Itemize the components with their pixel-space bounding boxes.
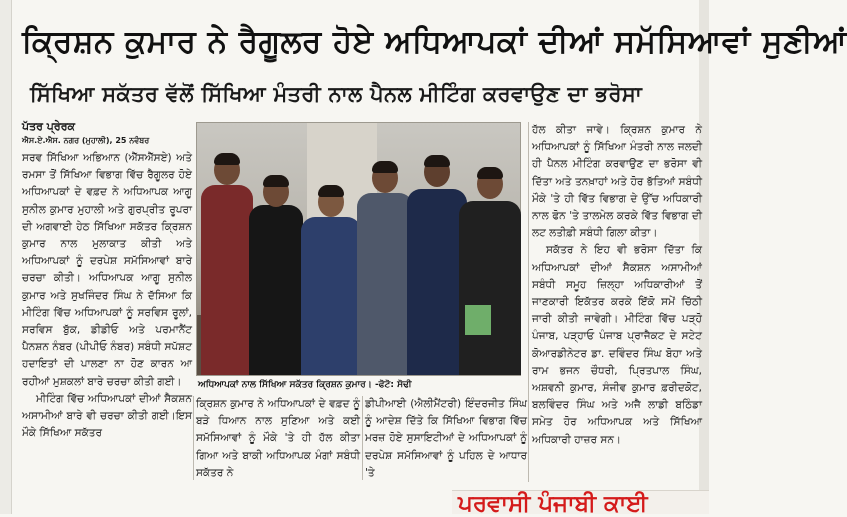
column-divider xyxy=(193,396,194,480)
article-paragraph: ਡੀਪੀਆਈ (ਐਲੀਮੈਂਟਰੀ) ਇੰਦਰਜੀਤ ਸਿੰਘ ਨੂੰ ਆਦੇਸ਼ ਦਿੱਤੇ ਕਿ ਸਿੱਖਿਆ ਵਿਭਾਗ ਵਿੱਚ ਮਰਜ਼ ਹੋਏ ਸੁਸਾਇਟੀਆਂ ਦੇ ਅਧਿਆਪਕਾਂ ਨੂੰ ਦਰਪੇਸ਼ ਸਮੱਸਿਆਵਾਂ ਨੂੰ ਪਹਿਲ ਦੇ ਆਧਾਰ 'ਤੇ xyxy=(365,398,527,479)
page-left-edge xyxy=(0,0,12,514)
article-column-bottom-1 xyxy=(196,396,360,482)
article-subheadline: ਸਿੱਖਿਆ ਸਕੱਤਰ ਵੱਲੋਂ ਸਿੱਖਿਆ ਮੰਤਰੀ ਨਾਲ ਪੈਨਲ ਮੀਟਿੰਗ ਕਰਵਾਉਣ ਦਾ ਭਰੋਸਾ xyxy=(30,82,643,106)
news-photo xyxy=(196,122,521,376)
article-column-bottom-2 xyxy=(365,396,527,482)
photo-person xyxy=(407,143,467,375)
article-dateline: ਐਸ.ਏ.ਐਸ. ਨਗਰ (ਮੁਹਾਲੀ), 25 ਨਵੰਬਰ xyxy=(22,136,150,145)
article-byline: ਪੱਤਰ ਪ੍ਰੇਰਕ xyxy=(22,120,76,133)
column-divider xyxy=(362,396,363,480)
section-banner-title: ਪਰਵਾਸੀ ਪੰਜਾਬੀ ਕਾਈ xyxy=(458,491,648,517)
article-paragraph: ਹੱਲ ਕੀਤਾ ਜਾਵੇ। ਕ੍ਰਿਸ਼ਨ ਕੁਮਾਰ ਨੇ ਅਧਿਆਪਕਾਂ ਨੂੰ ਸਿੱਖਿਆ ਮੰਤਰੀ ਨਾਲ ਜਲਦੀ ਹੀ ਪੈਨਲ ਮੀਟਿੰਗ ਕਰਵਾਉਣ ਦਾ ਭਰੋਸਾ ਵੀ ਦਿੱਤਾ ਅਤੇ ਤਨਖ਼ਾਹਾਂ ਅਤੇ ਹੋਰ ਭੱਤਿਆਂ ਸਬੰਧੀ ਮੌਕੇ 'ਤੇ ਹੀ ਵਿੱਤ ਵਿਭਾਗ ਦੇ ਉੱਚ ਅਧਿਕਾਰੀ ਨਾਲ ਫੋਨ 'ਤੇ ਤਾਲਮੇਲ ਕਰਕੇ ਵਿੱਤ ਵਿਭਾਗ ਦੀ ਲਟ ਲਤੀਫ਼ੀ ਸਬੰਧੀ ਗਿਲਾ ਕੀਤਾ। xyxy=(532,124,702,240)
photo-person xyxy=(301,175,361,375)
article-paragraph: ਸਕੱਤਰ ਨੇ ਇਹ ਵੀ ਭਰੋਸਾ ਦਿੱਤਾ ਕਿ ਅਧਿਆਪਕਾਂ ਦੀਆਂ ਸੈਕਸ਼ਨ ਅਸਾਮੀਆਂ ਸਬੰਧੀ ਸਮੂਹ ਜ਼ਿਲ੍ਹਾ ਅਧਿਕਾਰੀਆਂ ਤੋਂ ਜਾਣਕਾਰੀ ਇਕੱਤਰ ਕਰਕੇ ਇੱਕੋ ਸਮੇਂ ਚਿੱਠੀ ਜਾਰੀ ਕੀਤੀ ਜਾਵੇਗੀ। ਮੀਟਿੰਗ ਵਿੱਚ ਪੜ੍ਹੋ ਪੰਜਾਬ, ਪੜ੍ਹਾਓ ਪੰਜਾਬ ਪ੍ਰਾਜੈਕਟ ਦੇ ਸਟੇਟ ਕੋਆਰਡੀਨੇਟਰ ਡਾ. ਦਵਿੰਦਰ ਸਿੰਘ ਬੋਹਾ ਅਤੇ ਰਾਮ ਭਜਨ ਚੌਧਰੀ, ਪ੍ਰਿਤਪਾਲ ਸਿੰਘ, ਅਸ਼ਵਨੀ ਕੁਮਾਰ, ਸੰਜੀਵ ਕੁਮਾਰ ਫ਼ਰੀਦਕੋਟ, ਬਲਵਿੰਦਰ ਸਿੰਘ ਅਤੇ ਅਜੈ ਲਾਡੀ ਬਠਿੰਡਾ ਸਮੇਤ ਹੋਰ ਅਧਿਆਪਕ ਅਤੇ ਸਿੱਖਿਆ ਅਧਿਕਾਰੀ ਹਾਜ਼ਰ ਸਨ। xyxy=(532,244,702,446)
photo-person xyxy=(357,149,413,375)
article-paragraph: ਕ੍ਰਿਸ਼ਨ ਕੁਮਾਰ ਨੇ ਅਧਿਆਪਕਾਂ ਦੇ ਵਫ਼ਦ ਨੂੰ ਬੜੇ ਧਿਆਨ ਨਾਲ ਸੁਣਿਆ ਅਤੇ ਕਈ ਸਮੱਸਿਆਵਾਂ ਨੂੰ ਮੌਕੇ 'ਤੇ ਹੀ ਹੱਲ ਕੀਤਾ ਗਿਆ ਅਤੇ ਬਾਕੀ ਅਧਿਆਪਕ ਮੰਗਾਂ ਸਬੰਧੀ ਸਕੱਤਰ ਨੇ xyxy=(196,398,360,479)
photo-person xyxy=(249,165,303,375)
photo-caption: ਅਧਿਆਪਕਾਂ ਨਾਲ ਸਿੱਖਿਆ ਸਕੱਤਰ ਕ੍ਰਿਸ਼ਨ ਕੁਮਾਰ। -ਫੋਟੋ: ਸੋਢੀ xyxy=(198,380,412,390)
article-paragraph: ਸਰਵ ਸਿੱਖਿਆ ਅਭਿਆਨ (ਐੱਸਐੱਸਏ) ਅਤੇ ਰਮਸਾ ਤੋਂ ਸਿੱਖਿਆ ਵਿਭਾਗ ਵਿੱਚ ਰੈਗੂਲਰ ਹੋਏ ਅਧਿਆਪਕਾਂ ਦੇ ਵਫ਼ਦ ਨੇ ਅਧਿਆਪਕ ਆਗੂ ਸੁਨੀਲ ਕੁਮਾਰ ਮੁਹਾਲੀ ਅਤੇ ਗੁਰਪ੍ਰੀਤ ਰੂਪਰਾ ਦੀ ਅਗਵਾਈ ਹੇਠ ਸਿੱਖਿਆ ਸਕੱਤਰ ਕ੍ਰਿਸ਼ਨ ਕੁਮਾਰ ਨਾਲ ਮੁਲਾਕਾਤ ਕੀਤੀ ਅਤੇ ਅਧਿਆਪਕਾਂ ਨੂੰ ਦਰਪੇਸ਼ ਸਮੱਸਿਆਵਾਂ ਬਾਰੇ ਚਰਚਾ ਕੀਤੀ। ਅਧਿਆਪਕ ਆਗੂ ਸੁਨੀਲ ਕੁਮਾਰ ਅਤੇ ਸੁਖਜਿੰਦਰ ਸਿੰਘ ਨੇ ਦੱਸਿਆ ਕਿ ਮੀਟਿੰਗ ਵਿੱਚ ਅਧਿਆਪਕਾਂ ਨੂੰ ਸਰਵਿਸ ਰੂਲਾਂ, ਸਰਵਿਸ ਬੁੱਕ, ਡੀਡੀਓ ਅਤੇ ਪਰਮਾਨੈਂਟ ਪੈਨਸ਼ਨ ਨੰਬਰ (ਪੀਪੀਓ ਨੰਬਰ) ਸਬੰਧੀ ਸਪੱਸ਼ਟ ਹਦਾਇਤਾਂ ਦੀ ਪਾਲਣਾ ਨਾ ਹੋਣ ਕਾਰਨ ਆ ਰਹੀਆਂ ਮੁਸ਼ਕਲਾਂ ਬਾਰੇ ਚਰਚਾ ਕੀਤੀ ਗਈ। xyxy=(22,152,192,388)
article-paragraph: ਮੀਟਿੰਗ ਵਿੱਚ ਅਧਿਆਪਕਾਂ ਦੀਆਂ ਸੈਕਸ਼ਨ ਅਸਾਮੀਆਂ ਬਾਰੇ ਵੀ ਚਰਚਾ ਕੀਤੀ ਗਈ।ਇਸ ਮੌਕੇ ਸਿੱਖਿਆ ਸਕੱਤਰ xyxy=(22,392,192,440)
column-divider xyxy=(528,122,529,482)
photo-person xyxy=(459,155,521,375)
article-headline: ਕ੍ਰਿਸ਼ਨ ਕੁਮਾਰ ਨੇ ਰੈਗੂਲਰ ਹੋਏ ਅਧਿਆਪਕਾਂ ਦੀਆਂ ਸਮੱਸਿਆਵਾਂ ਸੁਣੀਆਂ xyxy=(22,24,847,60)
section-banner xyxy=(452,490,709,517)
article-column-right xyxy=(532,122,702,449)
article-column-left xyxy=(22,150,192,442)
photo-person xyxy=(201,145,253,375)
